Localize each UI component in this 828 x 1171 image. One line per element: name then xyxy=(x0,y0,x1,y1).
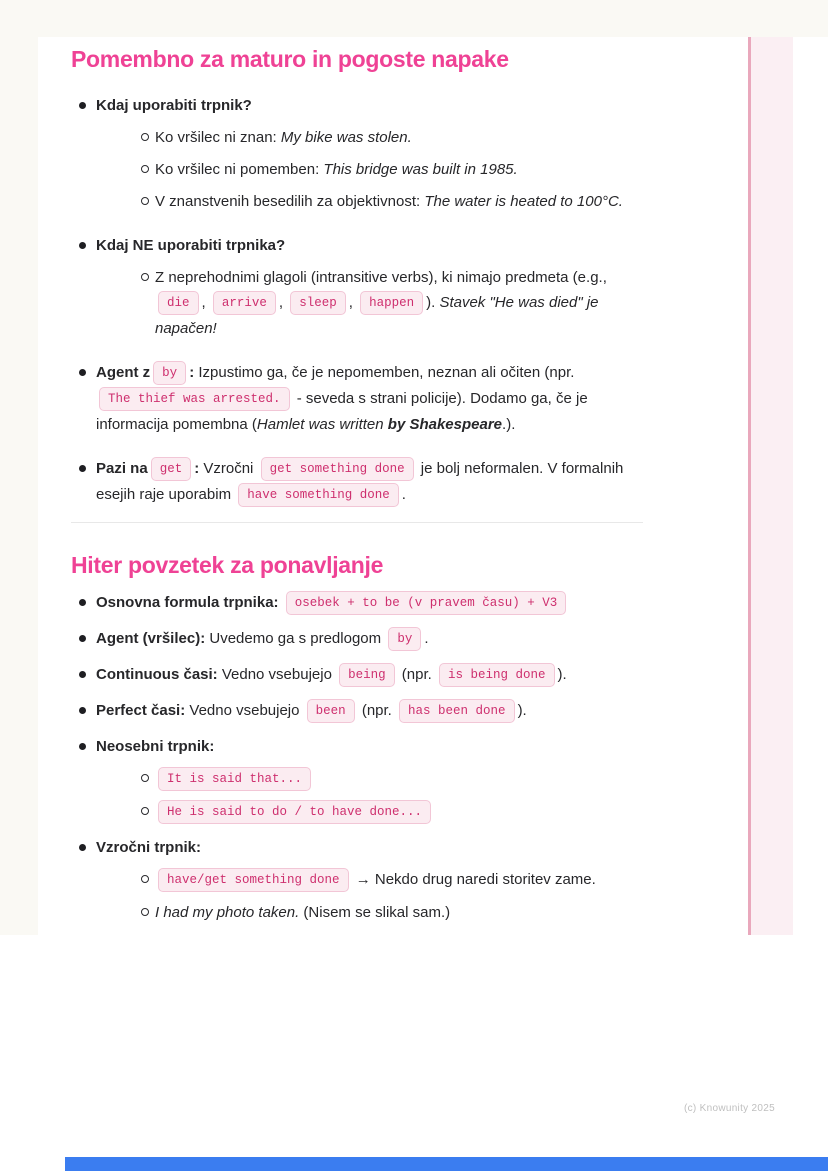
code-badge: It is said that... xyxy=(158,767,311,791)
text-run: → Nekdo drug naredi storitev zame. xyxy=(351,871,596,888)
text-run: Hamlet was written xyxy=(256,416,388,433)
text-run: Z neprehodnimi glagoli (intransitive verbs), ki nimajo predmeta (e.g., xyxy=(155,269,607,286)
bullet-circle-icon xyxy=(141,908,149,916)
list-item-text xyxy=(96,702,527,719)
sub-bullet-list xyxy=(130,867,643,925)
sub-list-item xyxy=(130,265,643,341)
list-item xyxy=(71,456,643,508)
bullet-dot-icon xyxy=(79,671,86,678)
text-run: Continuous časi: xyxy=(96,666,218,683)
text-run: Vedno vsebujejo xyxy=(185,702,304,719)
text-run: The water is heated to 100°C. xyxy=(424,193,623,210)
code-badge: by xyxy=(153,361,186,385)
text-run: by Shakespeare xyxy=(387,416,503,433)
bullet-circle-icon xyxy=(141,273,149,281)
bullet-dot-icon xyxy=(79,369,86,376)
list-item-text xyxy=(96,666,567,683)
text-run: Pazi na xyxy=(96,460,148,477)
sub-bullet-list xyxy=(130,125,643,214)
text-run: .). xyxy=(502,416,516,433)
section-title: Pomembno za maturo in pogoste napake xyxy=(71,46,509,72)
sub-bullet-list xyxy=(130,766,643,825)
text-run: Kdaj NE uporabiti trpnika? xyxy=(96,237,286,254)
list-item xyxy=(71,734,643,825)
text-run: Agent z xyxy=(96,364,151,381)
list-item xyxy=(71,835,643,925)
code-badge: have something done xyxy=(238,483,399,507)
text-run: Neosebni trpnik: xyxy=(96,738,215,755)
text-run: Uvedemo ga s predlogom xyxy=(205,630,386,647)
text-run: (Nisem se slikal sam.) xyxy=(299,904,451,921)
list-item-text xyxy=(96,97,252,114)
sub-list-item-text xyxy=(155,871,596,888)
text-run: ). xyxy=(517,702,527,719)
text-run: , xyxy=(201,294,210,311)
bullet-circle-icon xyxy=(141,875,149,883)
text-run: Perfect časi: xyxy=(96,702,186,719)
sub-list-item xyxy=(130,900,643,925)
text-run: Vedno vsebujejo xyxy=(217,666,337,683)
list-item xyxy=(71,590,643,616)
sub-list-item xyxy=(130,157,643,182)
code-badge: by xyxy=(388,627,421,651)
text-run: - seveda s strani policije). Dodamo ga, če je informacija pomembna ( xyxy=(96,390,588,433)
code-badge: has been done xyxy=(399,699,515,723)
text-run: je bolj neformalen. V formalnih esejih raje uporabim xyxy=(96,460,624,503)
list-item-text xyxy=(96,839,201,856)
list-item xyxy=(71,360,643,437)
bullet-dot-icon xyxy=(79,465,86,472)
code-badge: The thief was arrested. xyxy=(99,387,290,411)
bullet-dot-icon xyxy=(79,599,86,606)
list-item-text xyxy=(96,630,429,647)
list-item-text xyxy=(96,364,588,433)
document-content xyxy=(38,37,643,925)
sub-list-item xyxy=(130,766,643,792)
bullet-circle-icon xyxy=(141,165,149,173)
text-run: My bike was stolen. xyxy=(280,129,412,146)
text-run: ). xyxy=(557,666,567,683)
text-run: I had my photo taken. xyxy=(155,904,300,921)
bullet-dot-icon xyxy=(79,707,86,714)
code-badge: happen xyxy=(360,291,423,315)
text-run: , xyxy=(348,294,358,311)
text-run: (npr. xyxy=(397,666,436,683)
text-run: Ko vršilec ni znan: xyxy=(155,129,281,146)
list-item-text xyxy=(96,594,569,611)
code-badge: osebek + to be (v pravem času) + V3 xyxy=(286,591,567,615)
sub-list-item xyxy=(130,799,643,825)
sub-list-item-text xyxy=(155,803,434,820)
code-badge: being xyxy=(339,663,395,687)
sub-list-item-text xyxy=(155,193,623,210)
list-item-text xyxy=(96,738,214,755)
text-run xyxy=(279,594,283,611)
sub-list-item-text xyxy=(155,129,412,146)
note-card xyxy=(38,37,828,935)
sub-list-item xyxy=(130,189,643,214)
bullet-dot-icon xyxy=(79,242,86,249)
code-badge: is being done xyxy=(439,663,555,687)
next-page-blue-bar xyxy=(65,1157,828,1171)
list-item xyxy=(71,93,643,214)
text-run: . xyxy=(401,486,406,503)
bullet-list xyxy=(71,93,643,508)
bullet-dot-icon xyxy=(79,743,86,750)
text-run: Osnovna formula trpnika: xyxy=(96,594,279,611)
bullet-circle-icon xyxy=(141,133,149,141)
text-run: (npr. xyxy=(357,702,397,719)
sub-list-item-text xyxy=(155,904,450,921)
code-badge: sleep xyxy=(290,291,346,315)
code-badge: get xyxy=(151,457,192,481)
sub-bullet-list xyxy=(130,265,643,341)
text-run: . xyxy=(424,630,429,647)
text-run: Agent (vršilec): xyxy=(96,630,206,647)
bullet-circle-icon xyxy=(141,197,149,205)
bullet-circle-icon xyxy=(141,774,149,782)
text-run: Vzročni trpnik: xyxy=(96,839,202,856)
code-badge: He is said to do / to have done... xyxy=(158,800,431,824)
text-run: V znanstvenih besedilih za objektivnost: xyxy=(155,193,425,210)
pink-edge-stripe xyxy=(748,37,793,935)
bullet-dot-icon xyxy=(79,102,86,109)
section-divider xyxy=(71,522,643,523)
sub-list-item-text xyxy=(155,770,314,787)
list-item-text xyxy=(96,460,623,503)
list-item xyxy=(71,626,643,652)
code-badge: die xyxy=(158,291,199,315)
bullet-list xyxy=(71,590,643,925)
sub-list-item-text xyxy=(155,269,607,337)
text-run: Kdaj uporabiti trpnik? xyxy=(96,97,252,114)
code-badge: get something done xyxy=(261,457,414,481)
sub-list-item xyxy=(130,125,643,150)
sub-list-item-text xyxy=(155,161,518,178)
list-item xyxy=(71,233,643,341)
sub-list-item xyxy=(130,867,643,893)
bullet-dot-icon xyxy=(79,844,86,851)
text-run: This bridge was built in 1985. xyxy=(323,161,518,178)
text-run: Ko vršilec ni pomemben: xyxy=(155,161,324,178)
code-badge: arrive xyxy=(213,291,276,315)
code-badge: been xyxy=(307,699,355,723)
code-badge: have/get something done xyxy=(158,868,349,892)
copyright-footer: (c) Knowunity 2025 xyxy=(683,1103,775,1114)
text-run: ). xyxy=(426,294,440,311)
text-run: Vzročni xyxy=(199,460,258,477)
list-item-text xyxy=(96,237,285,254)
bullet-dot-icon xyxy=(79,635,86,642)
section-title: Hiter povzetek za ponavljanje xyxy=(71,552,384,578)
text-run: Izpustimo ga, če je nepomemben, neznan ali očiten (npr. xyxy=(194,364,575,381)
text-run: : xyxy=(194,460,200,477)
text-run: , xyxy=(278,294,288,311)
bullet-circle-icon xyxy=(141,807,149,815)
list-item xyxy=(71,698,643,724)
text-run: : xyxy=(189,364,195,381)
list-item xyxy=(71,662,643,688)
text-run: Stavek "He was died" je napačen! xyxy=(155,294,599,337)
